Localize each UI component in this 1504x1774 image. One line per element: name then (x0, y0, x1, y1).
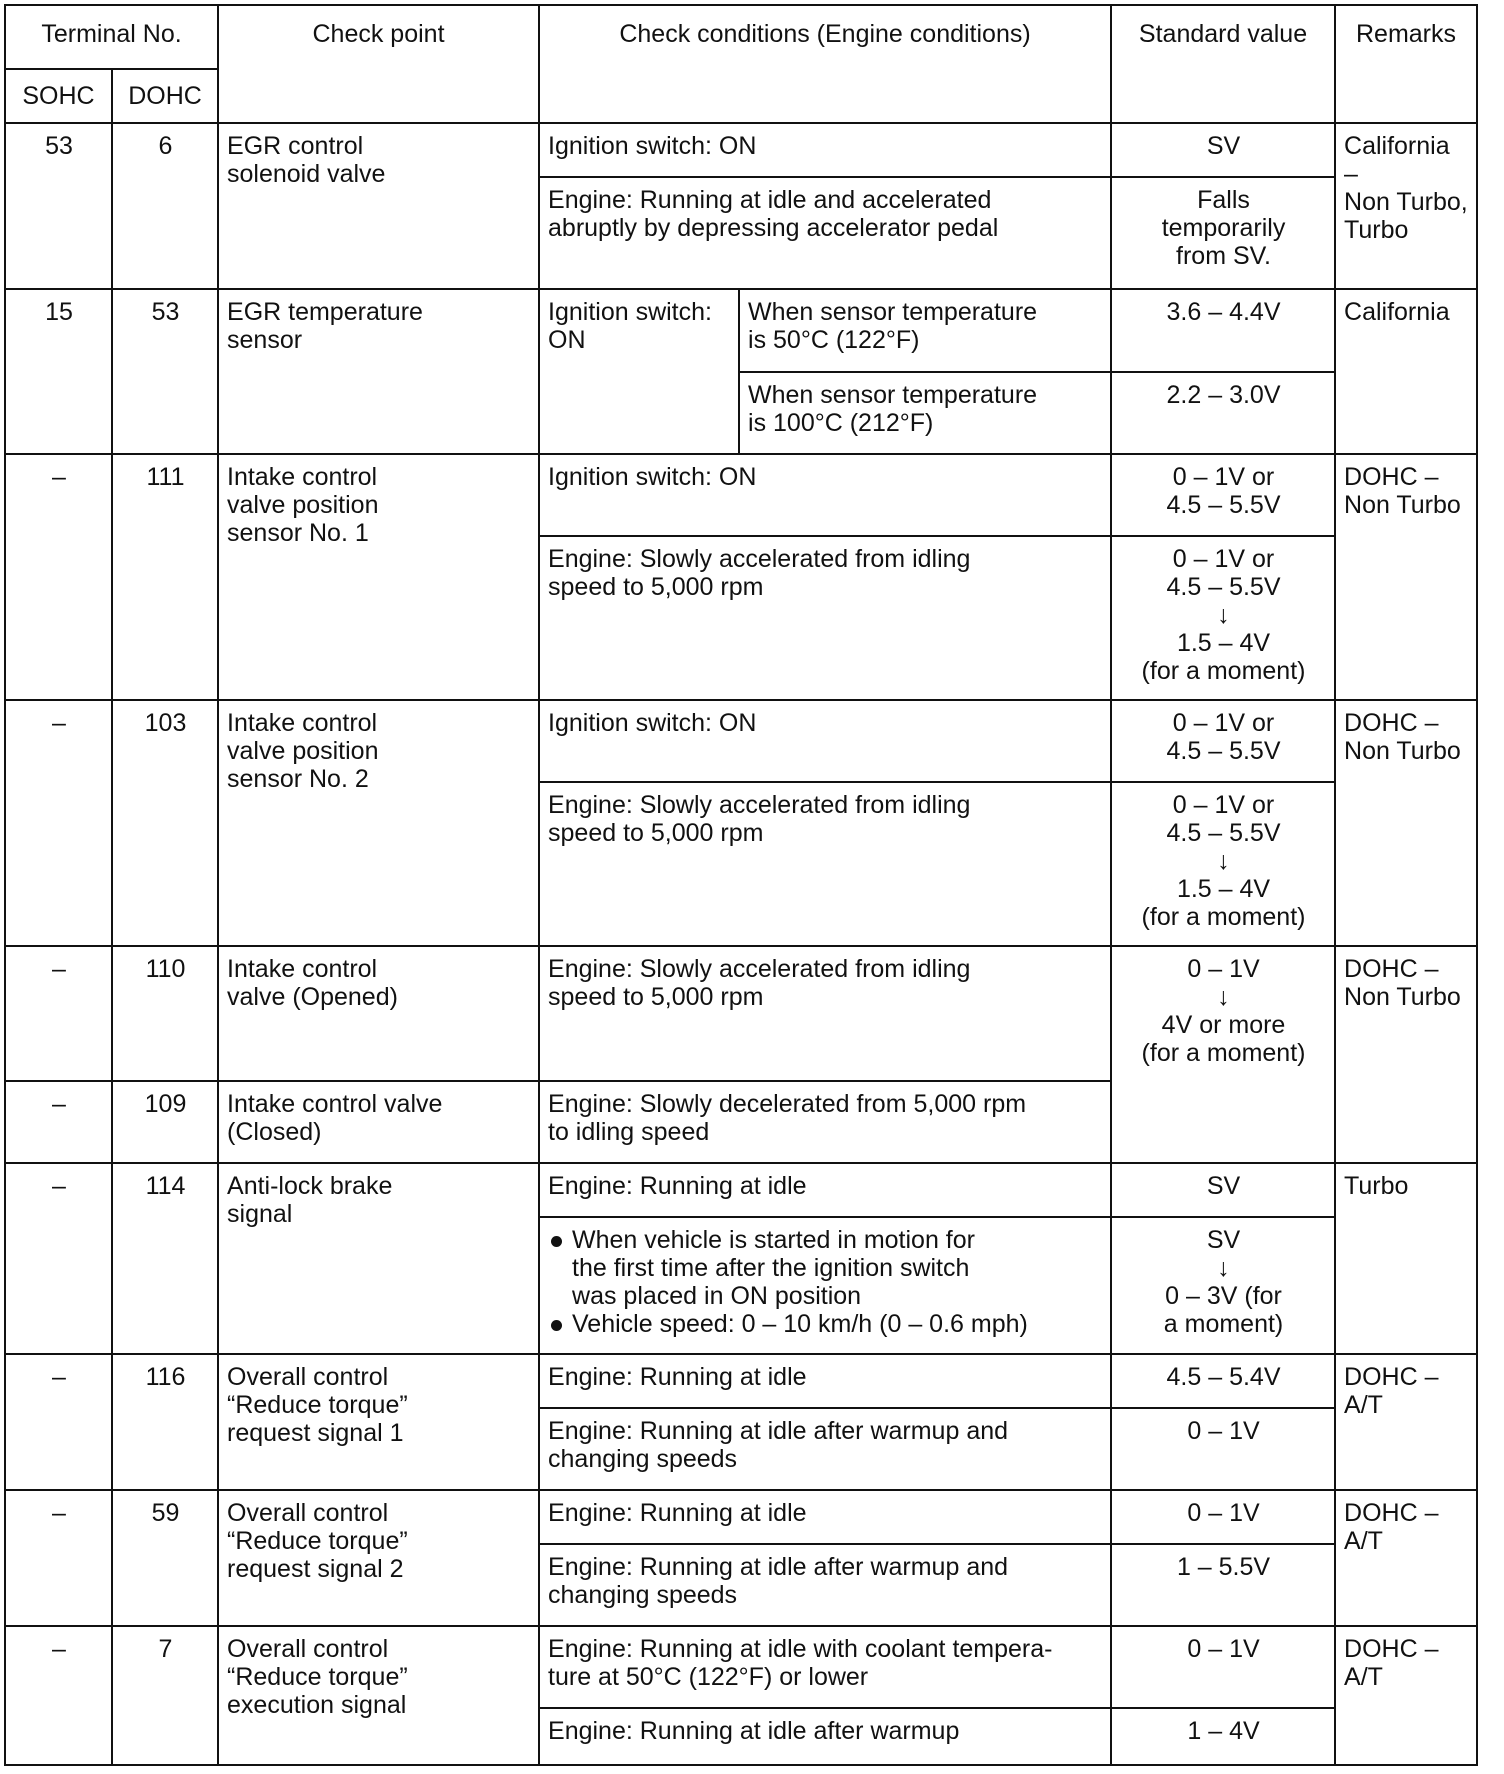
dohc-terminal: 109 (112, 1081, 218, 1163)
check-condition: Engine: Running at idle (539, 1163, 1111, 1217)
check-condition: When sensor temperature is 100°C (212°F) (739, 372, 1111, 454)
dohc-terminal: 7 (112, 1626, 218, 1765)
bullet-item: When vehicle is started in motion for the first time after the ignition switch was placed in ON position (548, 1226, 1103, 1310)
check-condition: Engine: Slowly accelerated from idling speed to 5,000 rpm (539, 782, 1111, 946)
standard-value: 0 – 1V or 4.5 – 5.5V ↓ 1.5 – 4V (for a moment) (1111, 536, 1335, 700)
check-point: Intake control valve (Opened) (218, 946, 539, 1081)
remarks: DOHC – A/T (1335, 1490, 1477, 1626)
dohc-terminal: 103 (112, 700, 218, 946)
standard-value: Falls temporarily from SV. (1111, 177, 1335, 289)
check-condition: Engine: Running at idle (539, 1490, 1111, 1544)
table-row (5, 1490, 1477, 1544)
table-row (5, 1163, 1477, 1217)
bullet-item: Vehicle speed: 0 – 10 km/h (0 – 0.6 mph) (548, 1310, 1103, 1338)
check-condition-label: Ignition switch: ON (539, 289, 739, 454)
standard-value: 0 – 1V or 4.5 – 5.5V ↓ 1.5 – 4V (for a moment) (1111, 782, 1335, 946)
remarks: DOHC – Non Turbo (1335, 700, 1477, 946)
check-condition: Ignition switch: ON (539, 123, 1111, 177)
header-sohc: SOHC (5, 69, 112, 123)
standard-value: 1 – 4V (1111, 1708, 1335, 1765)
check-condition: Engine: Running at idle after warmup (539, 1708, 1111, 1765)
sohc-terminal: – (5, 454, 112, 700)
table-row (5, 1354, 1477, 1408)
check-condition: Engine: Running at idle (539, 1354, 1111, 1408)
standard-value: 2.2 – 3.0V (1111, 372, 1335, 454)
check-point: Overall control “Reduce torque” execution signal (218, 1626, 539, 1765)
check-condition: When sensor temperature is 50°C (122°F) (739, 289, 1111, 372)
dohc-terminal: 114 (112, 1163, 218, 1354)
dohc-terminal: 6 (112, 123, 218, 289)
sohc-terminal: – (5, 700, 112, 946)
standard-value: SV (1111, 1163, 1335, 1217)
check-point: Anti-lock brake signal (218, 1163, 539, 1354)
standard-value: 3.6 – 4.4V (1111, 289, 1335, 372)
check-condition: Engine: Slowly accelerated from idling speed to 5,000 rpm (539, 946, 1111, 1081)
remarks: DOHC – A/T (1335, 1626, 1477, 1765)
standard-value: 0 – 1V (1111, 1408, 1335, 1490)
remarks: Turbo (1335, 1163, 1477, 1354)
remarks: DOHC – Non Turbo (1335, 454, 1477, 700)
standard-value: 0 – 1V (1111, 1490, 1335, 1544)
standard-value: 1 – 5.5V (1111, 1544, 1335, 1626)
remarks: California (1335, 289, 1477, 454)
remarks: DOHC – Non Turbo (1335, 946, 1477, 1163)
dohc-terminal: 110 (112, 946, 218, 1081)
check-condition: Engine: Slowly decelerated from 5,000 rpm to idling speed (539, 1081, 1111, 1163)
sohc-terminal: 53 (5, 123, 112, 289)
header-standard-value: Standard value (1111, 5, 1335, 123)
check-condition: Ignition switch: ON (539, 700, 1111, 782)
standard-value: 0 – 1V or 4.5 – 5.5V (1111, 700, 1335, 782)
standard-value: 0 – 1V (1111, 1626, 1335, 1708)
header-remarks: Remarks (1335, 5, 1477, 123)
table-row (5, 1626, 1477, 1708)
dohc-terminal: 59 (112, 1490, 218, 1626)
check-point: EGR control solenoid valve (218, 123, 539, 289)
remarks: California – Non Turbo, Turbo (1335, 123, 1477, 289)
check-point: Intake control valve position sensor No. 2 (218, 700, 539, 946)
check-condition (539, 1217, 1111, 1354)
standard-value: 4.5 – 5.4V (1111, 1354, 1335, 1408)
standard-value: SV ↓ 0 – 3V (for a moment) (1111, 1217, 1335, 1354)
dohc-terminal: 53 (112, 289, 218, 454)
header-check-point: Check point (218, 5, 539, 123)
header-terminal-no: Terminal No. (5, 5, 218, 69)
sohc-terminal: – (5, 1626, 112, 1765)
sohc-terminal: 15 (5, 289, 112, 454)
sohc-terminal: – (5, 946, 112, 1081)
check-condition: Engine: Running at idle and accelerated abruptly by depressing accelerator pedal (539, 177, 1111, 289)
dohc-terminal: 116 (112, 1354, 218, 1490)
sohc-terminal: – (5, 1354, 112, 1490)
check-point: Intake control valve (Closed) (218, 1081, 539, 1163)
table-row (5, 289, 1477, 372)
standard-value: 0 – 1V ↓ 4V or more (for a moment) (1111, 946, 1335, 1163)
table-row (5, 454, 1477, 536)
standard-value: SV (1111, 123, 1335, 177)
check-point: Overall control “Reduce torque” request signal 2 (218, 1490, 539, 1626)
table-row (5, 700, 1477, 782)
table-row (5, 123, 1477, 177)
check-point: EGR temperature sensor (218, 289, 539, 454)
remarks: DOHC – A/T (1335, 1354, 1477, 1490)
specification-table (4, 4, 1478, 1766)
check-condition: Engine: Running at idle after warmup and changing speeds (539, 1544, 1111, 1626)
sohc-terminal: – (5, 1081, 112, 1163)
check-point: Overall control “Reduce torque” request signal 1 (218, 1354, 539, 1490)
header-dohc: DOHC (112, 69, 218, 123)
check-condition: Engine: Slowly accelerated from idling speed to 5,000 rpm (539, 536, 1111, 700)
check-condition: Engine: Running at idle after warmup and changing speeds (539, 1408, 1111, 1490)
header-check-conditions: Check conditions (Engine conditions) (539, 5, 1111, 123)
standard-value: 0 – 1V or 4.5 – 5.5V (1111, 454, 1335, 536)
sohc-terminal: – (5, 1163, 112, 1354)
sohc-terminal: – (5, 1490, 112, 1626)
check-point: Intake control valve position sensor No. 1 (218, 454, 539, 700)
table-row (5, 946, 1477, 1081)
check-condition: Ignition switch: ON (539, 454, 1111, 536)
check-condition: Engine: Running at idle with coolant tempera- ture at 50°C (122°F) or lower (539, 1626, 1111, 1708)
dohc-terminal: 111 (112, 454, 218, 700)
